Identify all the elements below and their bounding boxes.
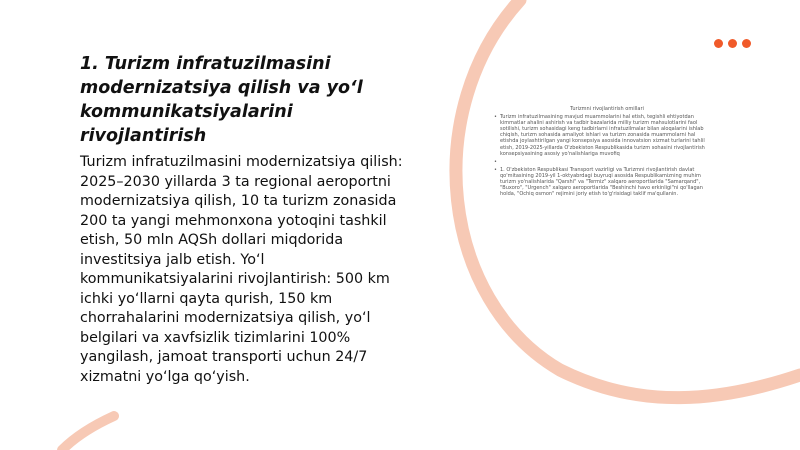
notes-item [494,167,710,197]
accent-dots [714,39,751,48]
accent-dot [728,39,737,48]
notes-heading: Turizmni rivojlantirish omillari [570,106,644,112]
notes-item [494,114,710,157]
notes-item-text: 1. O'zbekiston Respublikasi Transport vazirligi va Turizmni rivojlantirish davlat qo'mitasining 2019-yil 1-oktyabrdagi buyruqi asosida Respublikamizning muhim turizm yo'nalishlarida "Qarshi" va "Termiz" xalqaro aeroportlarida "Samarqand", "Buxoro", "Urgench" xalqaro aeroportlarida "Beshinchi havo erkinligi"ni qo'llagan holda, "Ochiq osmon" rejimini joriy etish to'g'risidagi taklif ma'qullanin. [500,166,703,198]
bullet-icon: • [494,114,497,121]
notes-item [494,159,710,165]
slide-title: 1. Turizm infratuzilmasini modernizatsiya qilish va yo‘l kommunikatsiyalarini rivojlantirish [80,54,363,146]
accent-dot [742,39,751,48]
notes-item-text [500,159,710,165]
bullet-icon: • [494,166,497,173]
bullet-icon: • [494,158,497,165]
notes-block [494,106,710,199]
accent-dot [714,39,723,48]
notes-item-text: Turizm infratuzilmasining mavjud muammolarini hal etish, tegishli ehtiyotdan kimmatlar ahalini ashirish va tadbir bazalarida milliy turizm mahsulotlarini faol sotilishi, turizm sohasidagi keng tadbirlarni infratuzilmalar bilan aloqalarini ishlab chiqish, turizm sohasida amaliyot ishlari va turizm zonasida muammolarni hal etishda joylashtirilgan yangi konsepsiya asosida innovatsion xizmat turlarini tahlil etish, 2019-2025-yillarda O'zbekiston Respublikasida turizm sohasini rivojlantirish konsepsiyasining asosiy yo'nalishlariga muvofiq [500,114,705,157]
decorative-arc-small [62,416,114,450]
slide-body-text: Turizm infratuzilmasini modernizatsiya qilish: 2025–2030 yillarda 3 ta regional aeroportni modernizatsiya qilish, 10 ta turizm zonasida 200 ta yangi mehmonxona yotoqini tashkil etish, 50 mln AQSh dollari miqdorida investitsiya jalb etish. Yo‘l kommunikatsiyalarini rivojlantirish: 500 km ichki yo‘llarni qayta qurish, 150 km chorrahalarini modernizatsiya qilish, yo‘l belgilari va xavfsizlik tizimlarini 100% yangilash, jamoat transporti uchun 24/7 xizmatni yo‘lga qo‘yish. [80,154,403,385]
